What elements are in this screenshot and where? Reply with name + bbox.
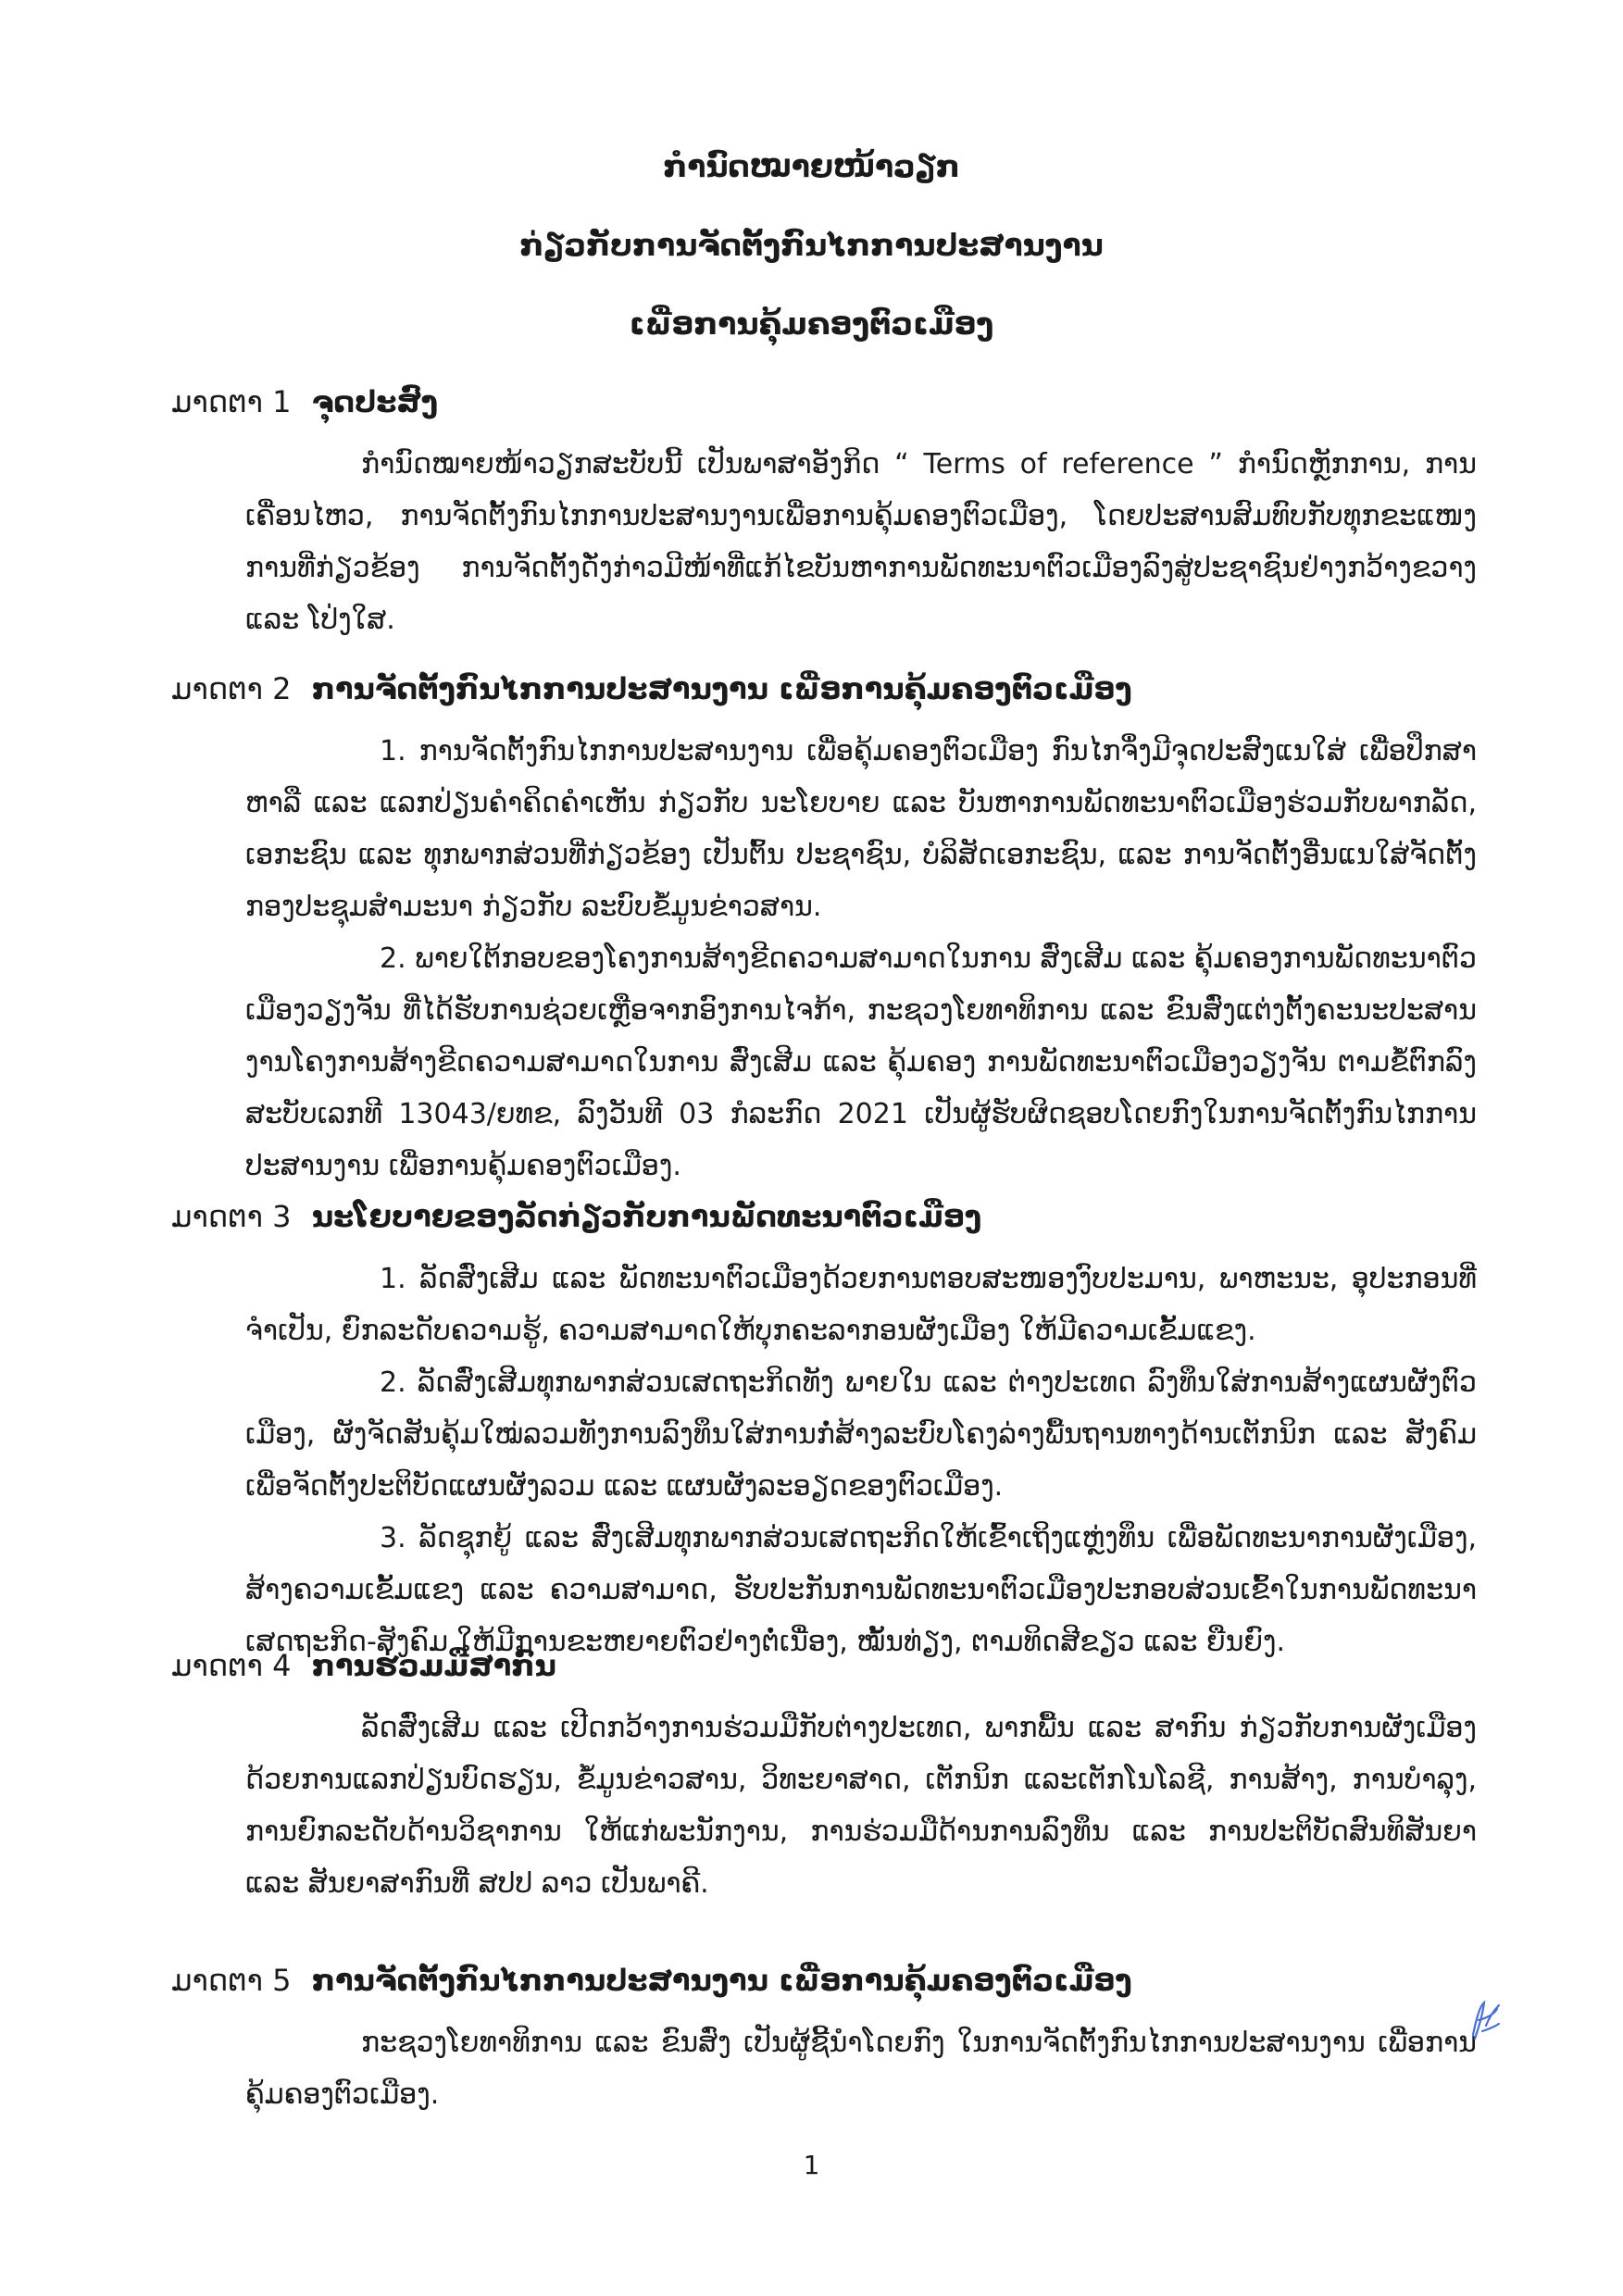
article-paragraph: 2. ພາຍໃຕ້ກອບຂອງໂຄງການສ້າງຂີດຄວາມສາມາດໃນການ ສົ່ງເສີມ ແລະ ຄຸ້ມຄອງການພັດທະນາຕົວເມືອງວຽງຈັນ ທີ່ໄດ້ຮັບການຊ່ວຍເຫຼືອຈາກອົງການໄຈກ້າ, ກະຊວງໂຍທາທິການ ແລະ ຂົນສົ່ງແຕ່ງຕັ້ງຄະນະປະສານງານໂຄງການສ້າງຂີດຄວາມສາມາດໃນການ ສົ່ງເສີມ ແລະ ຄຸ້ມຄອງ ການພັດທະນາຕົວເມືອງວຽງຈັນ ຕາມຂໍ້ຕົກລົງ ສະບັບເລກທີ 13043/ຍທຂ, ລົງວັນທີ 03 ກໍລະກົດ 2021 ເປັນຜູ້ຮັບຜິດຊອບໂດຍກົງໃນການຈັດຕັ້ງກົນໄກການປະສານງານ ເພື່ອການຄຸ້ມຄອງຕົວເມືອງ. <box>245 942 1477 1182</box>
document-title-line-1: ກຳນົດໝາຍໜ້າວຽກ <box>663 148 960 184</box>
article-number: ມາດຕາ 5 <box>171 1963 292 1998</box>
article-number: ມາດຕາ 2 <box>171 671 292 706</box>
article-title: ການຈັດຕັ້ງກົນໄກການປະສານງານ ເພື່ອການຄຸ້ມຄອງຕົວເມືອງ <box>311 1963 1132 1998</box>
article-number: ມາດຕາ 4 <box>171 1648 292 1683</box>
document-title-line-3: ເພື່ອການຄຸ້ມຄອງຕົວເມືອງ <box>629 306 994 342</box>
article-heading <box>171 1194 1477 1239</box>
article-paragraph: 1. ລັດສົ່ງເສີມ ແລະ ພັດທະນາຕົວເມືອງດ້ວຍການຕອບສະໜອງງົບປະມານ, ພາຫະນະ, ອຸປະກອນທີ່ຈຳເປັນ, ຍົກລະດັບຄວາມຮູ້, ຄວາມສາມາດໃຫ້ບຸກຄະລາກອນຜັງເມືອງ ໃຫ້ມີຄວາມເຂັ້ມແຂງ. <box>245 1263 1477 1347</box>
article-1 <box>171 380 1477 646</box>
article-2 <box>171 667 1477 1192</box>
article-title: ຈຸດປະສົງ <box>311 384 439 419</box>
article-heading <box>171 1643 1477 1688</box>
article-title: ການຮ່ວມມືສາກົນ <box>311 1648 556 1683</box>
article-number: ມາດຕາ 1 <box>171 384 292 419</box>
article-paragraph: 1. ການຈັດຕັ້ງກົນໄກການປະສານງານ ເພື່ອຄຸ້ມຄອງຕົວເມືອງ ກົນໄກຈຶ່ງມີຈຸດປະສົງແນໃສ່ ເພື່ອປຶກສາຫາລື ແລະ ແລກປ່ຽນຄຳຄິດຄຳເຫັນ ກ່ຽວກັບ ນະໂຍບາຍ ແລະ ບັນຫາການພັດທະນາຕົວເມືອງຮ່ວມກັບພາກລັດ, ເອກະຊົນ ແລະ ທຸກພາກສ່ວນທີ່ກ່ຽວຂ້ອງ ເປັນຕົ້ນ ປະຊາຊົນ, ບໍລິສັດເອກະຊົນ, ແລະ ການຈັດຕັ້ງອື່ນແນໃສ່ຈັດຕັ້ງກອງປະຊຸມສຳມະນາ ກ່ຽວກັບ ລະບົບຂໍ້ມູນຂ່າວສານ. <box>245 735 1477 923</box>
article-4 <box>171 1643 1477 1910</box>
article-heading <box>171 667 1477 711</box>
signature-initial-mark <box>1466 1998 1503 2044</box>
article-paragraph: ລັດສົ່ງເສີມ ແລະ ເປີດກວ້າງການຮ່ວມມືກັບຕ່າງປະເທດ, ພາກພື້ນ ແລະ ສາກົນ ກ່ຽວກັບການຜັງເມືອງດ້ວຍການແລກປ່ຽນບົດຮຽນ, ຂໍ້ມູນຂ່າວສານ, ວິທະຍາສາດ, ເຕັກນິກ ແລະເຕັກໂນໂລຊີ, ການສ້າງ, ການບຳລຸງ, ການຍົກລະດັບດ້ານວິຊາການ ໃຫ້ແກ່ພະນັກງານ, ການຮ່ວມມືດ້ານການລົງທຶນ ແລະ ການປະຕິບັດສົນທິສັນຍາ ແລະ ສັນຍາສາກົນທີ່ ສປປ ລາວ ເປັນພາຄີ. <box>245 1712 1477 1900</box>
article-heading <box>171 380 1477 424</box>
article-paragraph: ກະຊວງໂຍທາທິການ ແລະ ຂົນສົ່ງ ເປັນຜູ້ຊີ້ນຳໂດຍກົງ ໃນການຈັດຕັ້ງກົນໄກການປະສານງານ ເພື່ອການຄຸ້ມຄອງຕົວເມືອງ. <box>245 2027 1477 2111</box>
article-3 <box>171 1194 1477 1668</box>
article-paragraph: ກຳນົດໝາຍໜ້າວຽກສະບັບນີ້ ເປັນພາສາອັງກິດ “ Terms of reference ” ກຳນົດຫຼັກການ, ການເຄື່ອນໄຫວ, ການຈັດຕັ້ງກົນໄກການປະສານງານເພື່ອການຄຸ້ມຄອງຕົວເມືອງ, ໂດຍປະສານສົມທົບກັບທຸກຂະແໜງການທີ່ກ່ຽວຂ້ອງ ການຈັດຕັ້ງດັ່ງກ່າວມີໜ້າທີ່ແກ້ໄຂບັນຫາການພັດທະນາຕົວເມືອງລົງສູ່ປະຊາຊົນຢ່າງກວ້າງຂວາງ ແລະ ໂປ່ງໃສ. <box>245 448 1477 636</box>
article-title: ນະໂຍບາຍຂອງລັດກ່ຽວກັບການພັດທະນາຕົວເມືອງ <box>311 1199 982 1234</box>
article-title: ການຈັດຕັ້ງກົນໄກການປະສານງານ ເພື່ອການຄຸ້ມຄອງຕົວເມືອງ <box>311 671 1132 706</box>
article-heading <box>171 1958 1477 2003</box>
document-title-line-2: ກ່ຽວກັບການຈັດຕັ້ງກົນໄກການປະສານງານ <box>519 227 1104 263</box>
article-paragraph: 3. ລັດຊຸກຍູ້ ແລະ ສົ່ງເສີມທຸກພາກສ່ວນເສດຖະກິດໃຫ້ເຂົ້າເຖິງແຫຼ່ງທຶນ ເພື່ອພັດທະນາການຜັງເມືອງ, ສ້າງຄວາມເຂັ້ມແຂງ ແລະ ຄວາມສາມາດ, ຮັບປະກັນການພັດທະນາຕົວເມືອງປະກອບສ່ວນເຂົ້າໃນການພັດທະນາເສດຖະກິດ-ສັງຄົມ ໃຫ້ມີການຂະຫຍາຍຕົວຢ່າງຕໍ່ເນື່ອງ, ໝັ້ນທ່ຽງ, ຕາມທິດສີຂຽວ ແລະ ຍືນຍົງ. <box>245 1522 1477 1658</box>
article-5 <box>171 1958 1477 2121</box>
page-number: 1 <box>803 2150 820 2180</box>
article-paragraph: 2. ລັດສົ່ງເສີມທຸກພາກສ່ວນເສດຖະກິດທັງ ພາຍໃນ ແລະ ຕ່າງປະເທດ ລົງທຶນໃສ່ການສ້າງແຜນຜັງຕົວເມືອງ, ຜັງຈັດສັນຄຸ້ມໃໝ່ລວມທັງການລົງທຶນໃສ່ການກໍ່ສ້າງລະບົບໂຄງລ່າງພື້ນຖານທາງດ້ານເຕັກນິກ ແລະ ສັງຄົມ ເພື່ອຈັດຕັ້ງປະຕິບັດແຜນຜັງລວມ ແລະ ແຜນຜັງລະອຽດຂອງຕົວເມືອງ. <box>245 1366 1477 1503</box>
article-number: ມາດຕາ 3 <box>171 1199 292 1234</box>
